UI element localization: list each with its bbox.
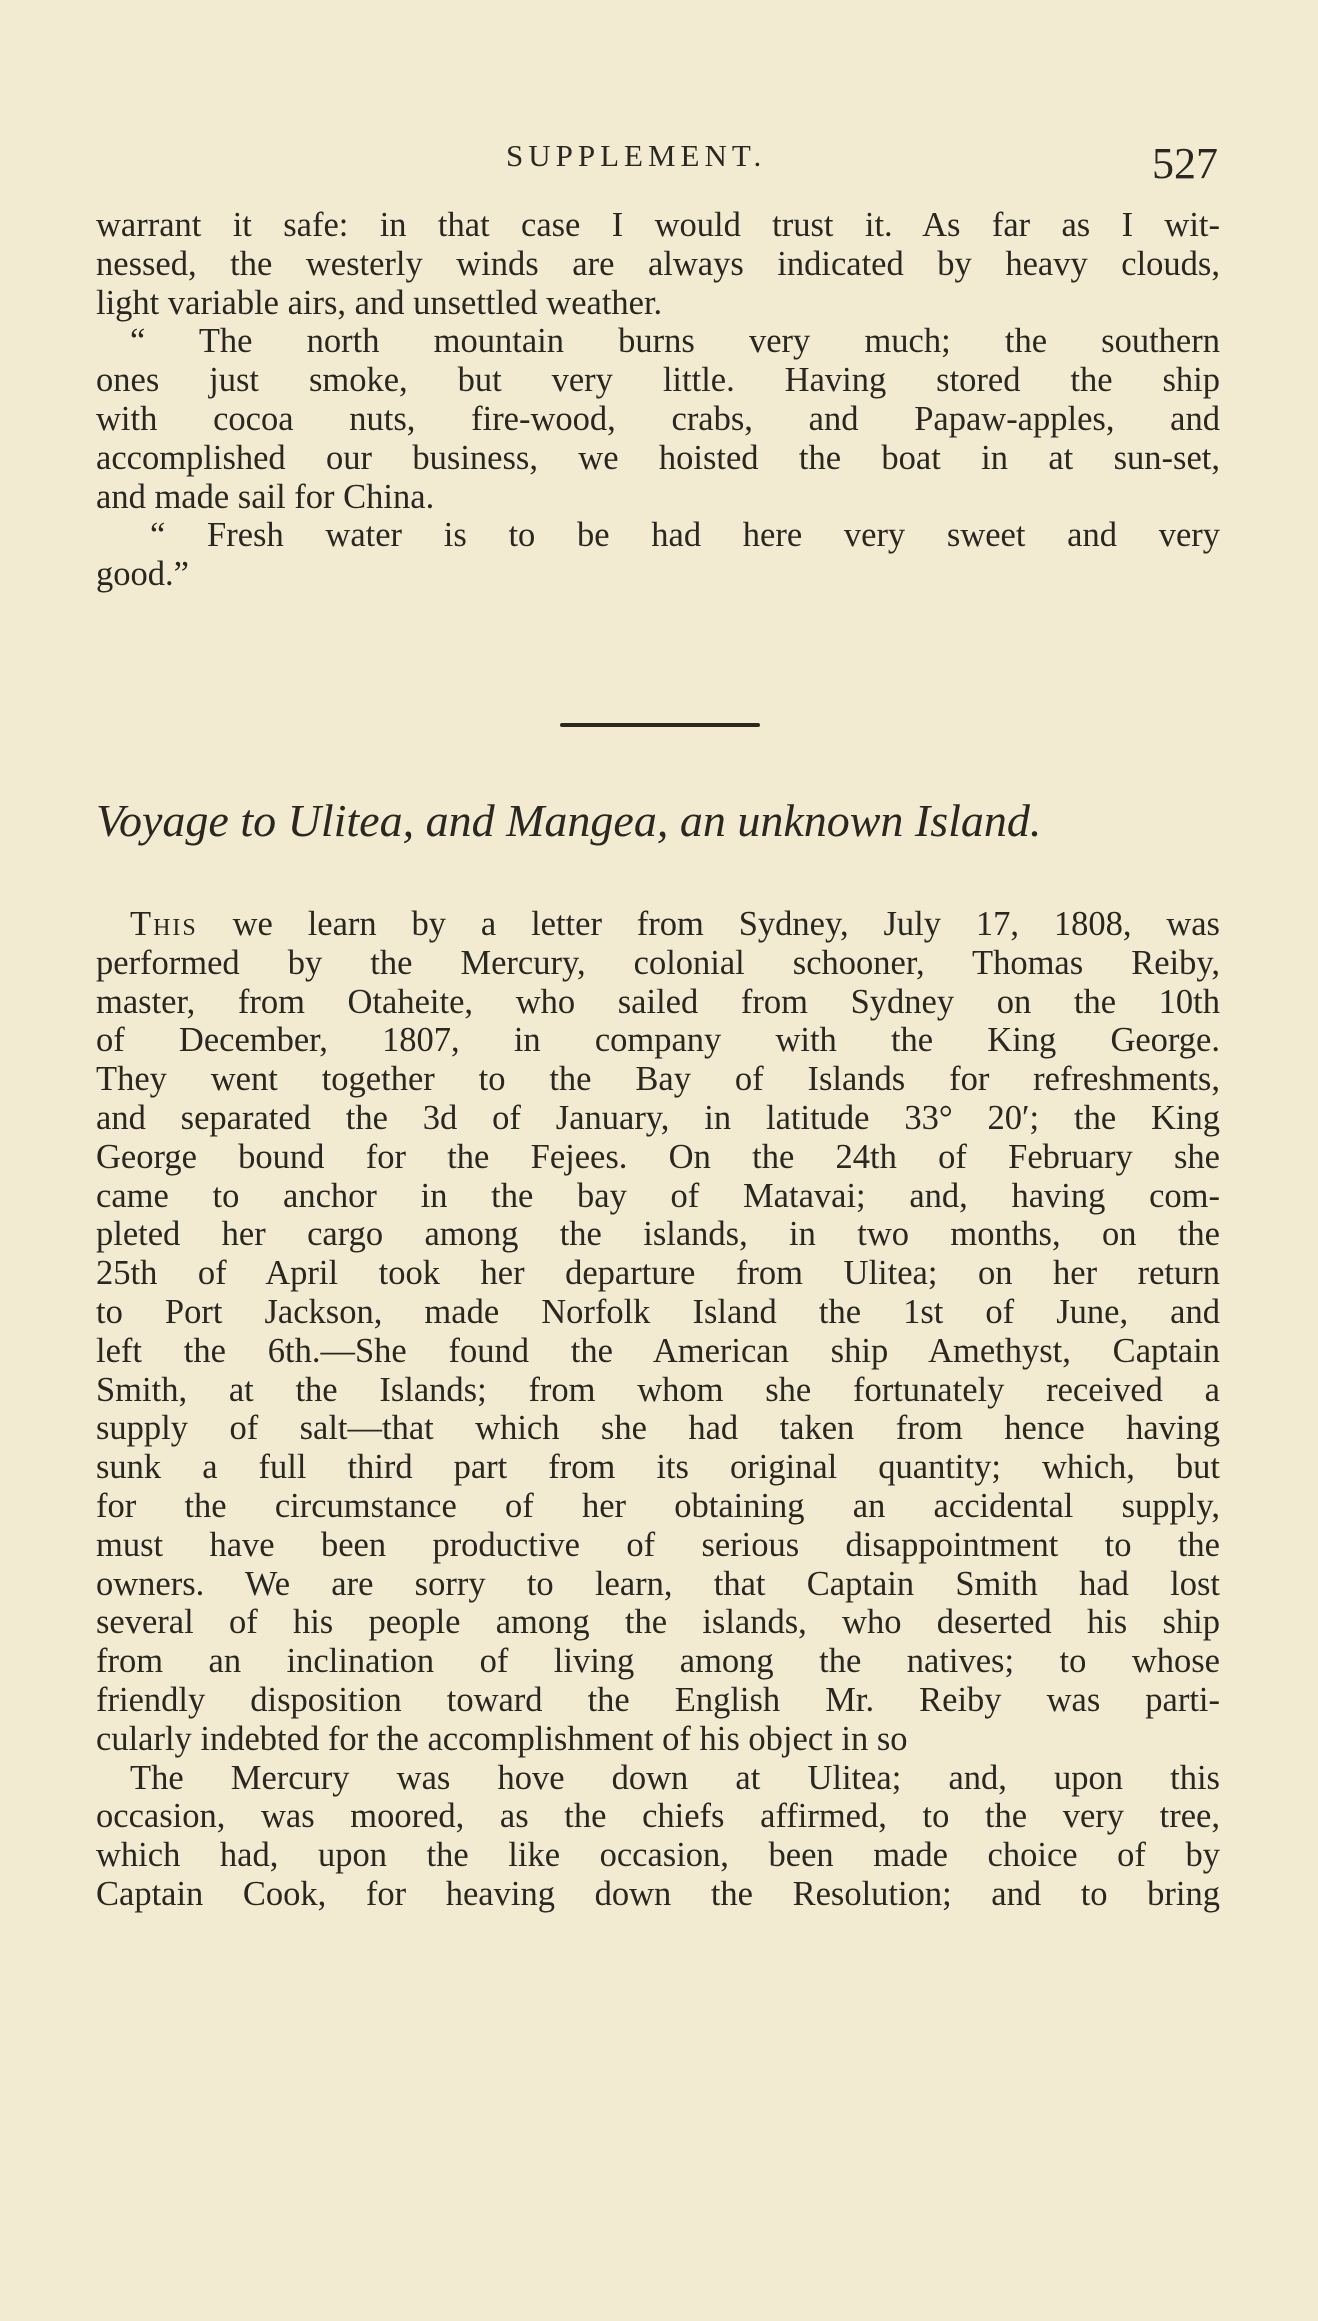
text-line: They went together to the Bay of Islands for refreshments, (96, 1060, 1220, 1099)
text-line: accomplished our business, we hoisted the boat in at sun-set, (96, 438, 1220, 477)
text-line: The Mercury was hove down at Ulitea; and, upon this (130, 1758, 1220, 1797)
text-line-first (96, 905, 1220, 944)
text-line: from an inclination of living among the natives; to whose (96, 1642, 1220, 1681)
text-line: left the 6th.—She found the American ship Amethyst, Captain (96, 1331, 1220, 1370)
text-line: friendly disposition toward the English Mr. Reiby was parti- (96, 1680, 1220, 1719)
text-line: pleted her cargo among the islands, in two months, on the (96, 1215, 1220, 1254)
text-line: occasion, was moored, as the chiefs affirmed, to the very tree, (96, 1797, 1220, 1836)
text-line: owners. We are sorry to learn, that Captain Smith had lost (96, 1564, 1220, 1603)
text-line: must have been productive of serious disappointment to the (96, 1525, 1220, 1564)
text-line: Captain Cook, for heaving down the Resolution; and to bring (96, 1874, 1220, 1913)
running-title: SUPPLEMENT. (506, 138, 767, 173)
text-line: with cocoa nuts, fire-wood, crabs, and Papaw-apples, and (96, 399, 1220, 438)
text-line: of December, 1807, in company with the King George. (96, 1021, 1220, 1060)
text-line: several of his people among the islands, who deserted his ship (96, 1603, 1220, 1642)
text-line: “ Fresh water is to be had here very sweet and very (150, 516, 1220, 555)
text-line: master, from Otaheite, who sailed from Sydney on the 10th (96, 982, 1220, 1021)
text-line: for the circumstance of her obtaining an accidental supply, (96, 1486, 1220, 1525)
text-line: “ The north mountain burns very much; the southern (130, 322, 1220, 361)
drop-word: This (130, 905, 198, 943)
text-line: George bound for the Fejees. On the 24th of February she (96, 1137, 1220, 1176)
text-line: and separated the 3d of January, in latitude 33° 20′; the King (96, 1098, 1220, 1137)
text-line: came to anchor in the bay of Matavai; and, having com- (96, 1176, 1220, 1215)
text-line: and made sail for China. (96, 477, 435, 516)
running-head (96, 138, 1226, 189)
article-title: Voyage to Ulitea, and Mangea, an unknown Island. (96, 795, 1042, 846)
text-line: warrant it safe: in that case I would trust it. As far as I wit- (96, 206, 1220, 244)
text-line: performed by the Mercury, colonial schooner, Thomas Reiby, (96, 943, 1220, 982)
continuation-text (96, 206, 1220, 594)
page-number: 527 (1152, 139, 1218, 188)
first-line-rest: we learn by a letter from Sydney, July 17, 1808, was (197, 905, 1220, 943)
text-line: 25th of April took her departure from Ulitea; on her return (96, 1254, 1220, 1293)
text-line: which had, upon the like occasion, been made choice of by (96, 1836, 1220, 1875)
text-line: nessed, the westerly winds are always indicated by heavy clouds, (96, 244, 1220, 283)
section-divider (560, 723, 760, 727)
article-body (96, 905, 1220, 1914)
text-line: to Port Jackson, made Norfolk Island the 1st of June, and (96, 1292, 1220, 1331)
text-line: ones just smoke, but very little. Having stored the ship (96, 361, 1220, 400)
text-line: good.” (96, 555, 189, 594)
text-line: cularly indebted for the accomplishment of his object in so (96, 1719, 908, 1758)
text-line: sunk a full third part from its original quantity; which, but (96, 1448, 1220, 1487)
text-line: Smith, at the Islands; from whom she fortunately received a (96, 1370, 1220, 1409)
text-line: light variable airs, and unsettled weather. (96, 283, 663, 322)
text-line: supply of salt—that which she had taken from hence having (96, 1409, 1220, 1448)
